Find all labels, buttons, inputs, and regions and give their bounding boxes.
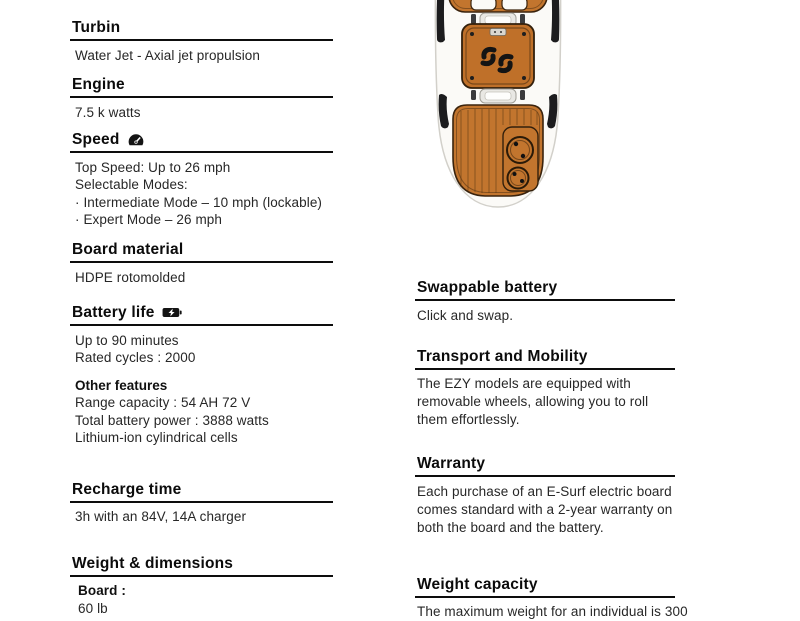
spec-line: 7.5 k watts <box>75 104 333 122</box>
upper-deck-pad <box>449 0 547 12</box>
section-heading <box>415 576 675 598</box>
spec-line: Range capacity : 54 AH 72 V <box>75 394 333 412</box>
round-access-hatches <box>503 127 538 191</box>
spec-section-swappable-battery <box>415 279 675 325</box>
heading-text: Recharge time <box>72 481 181 498</box>
spec-line: removable wheels, allowing you to roll <box>417 393 675 411</box>
spec-column-right <box>415 279 675 621</box>
section-heading <box>70 304 333 326</box>
section-heading <box>70 241 333 263</box>
section-heading <box>70 555 333 577</box>
spec-line: Top Speed: Up to 26 mph <box>75 159 333 177</box>
heading-text: Engine <box>72 76 125 93</box>
spec-section-transport-mobility <box>415 348 675 430</box>
heading-text: Turbin <box>72 19 120 36</box>
spec-section-recharge-time <box>70 481 333 526</box>
spec-line: · Intermediate Mode – 10 mph (lockable) <box>75 194 333 212</box>
spec-section-board-material <box>70 241 333 286</box>
heading-text: Warranty <box>417 455 485 472</box>
spec-line: Selectable Modes: <box>75 176 333 194</box>
spec-line: both the board and the battery. <box>417 519 675 537</box>
speedometer-icon <box>127 133 145 146</box>
spec-line: HDPE rotomolded <box>75 269 333 287</box>
section-heading <box>70 76 333 98</box>
spec-line: The maximum weight for an individual is 300 <box>417 603 675 621</box>
section-heading <box>415 455 675 477</box>
heading-text: Weight capacity <box>417 576 538 593</box>
section-heading <box>415 348 675 370</box>
board-label: Board : <box>78 582 333 600</box>
spec-line: Rated cycles : 2000 <box>75 349 333 367</box>
spec-line: 60 lb <box>78 600 333 618</box>
spec-line: Click and swap. <box>417 307 675 325</box>
section-heading <box>70 131 333 153</box>
heading-text: Battery life <box>72 304 155 321</box>
heading-text: Swappable battery <box>417 279 557 296</box>
spec-section-speed <box>70 131 333 229</box>
spec-line: them effortlessly. <box>417 411 675 429</box>
spec-line: The EZY models are equipped with <box>417 375 675 393</box>
spec-line: comes standard with a 2-year warranty on <box>417 501 675 519</box>
spec-line: 3h with an 84V, 14A charger <box>75 508 333 526</box>
spec-line: Each purchase of an E-Surf electric board <box>417 483 675 501</box>
spec-line: Up to 90 minutes <box>75 332 333 350</box>
section-heading <box>70 481 333 503</box>
spec-section-weight-capacity <box>415 576 675 621</box>
spec-line: Water Jet - Axial jet propulsion <box>75 47 333 65</box>
heading-text: Speed <box>72 131 120 148</box>
section-heading <box>70 19 333 41</box>
heading-text: Board material <box>72 241 183 258</box>
battery-charging-icon <box>162 307 182 318</box>
surfboard-top-view <box>427 0 569 213</box>
spec-line: Total battery power : 3888 watts <box>75 412 333 430</box>
product-board-image <box>427 0 569 213</box>
spec-section-engine <box>70 76 333 121</box>
spec-line: Lithium-ion cylindrical cells <box>75 429 333 447</box>
spec-section-battery-life <box>70 304 333 447</box>
heading-text: Transport and Mobility <box>417 348 588 365</box>
spec-section-weight-dimensions <box>70 555 333 618</box>
spec-column-left <box>70 19 333 617</box>
heading-text: Weight & dimensions <box>72 555 233 572</box>
lower-deck-pad <box>453 105 543 196</box>
spec-line: · Expert Mode – 26 mph <box>75 211 333 229</box>
spec-section-warranty <box>415 455 675 537</box>
other-features-subheading: Other features <box>75 377 333 395</box>
battery-hatch <box>462 24 534 88</box>
spec-section-turbin <box>70 19 333 64</box>
section-heading <box>415 279 675 301</box>
